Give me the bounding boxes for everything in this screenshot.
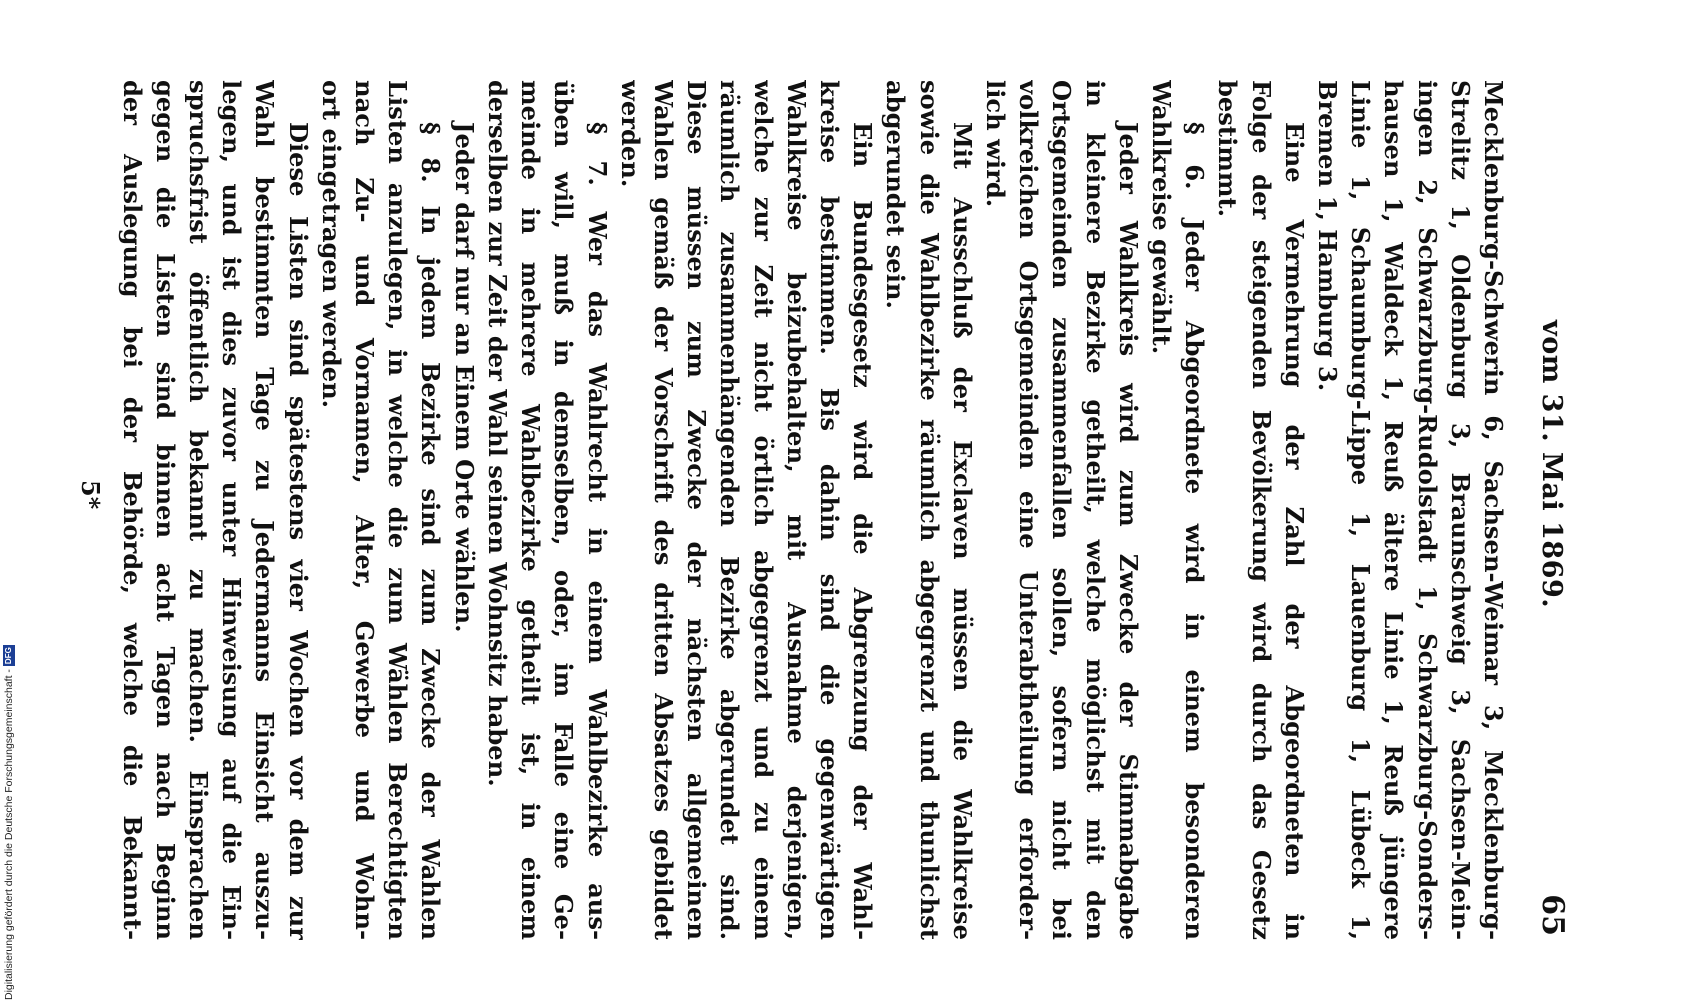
text-line: derselben zur Zeit der Wahl seinen Wohnsitz haben. (482, 80, 512, 787)
text-line: nach Zu- und Vornamen, Alter, Gewerbe und Wohn- (350, 80, 380, 940)
text-line: Wahl bestimmten Tage zu Jedermanns Einsicht auszu- (250, 80, 280, 940)
body-text (115, 80, 1510, 940)
text-line: spruchsfrist öffentlich bekannt zu machen. Einsprachen (184, 80, 214, 940)
text-line: Mecklenburg-Schwerin 6, Sachsen-Weimar 3, Mecklenburg- (1479, 80, 1508, 940)
text-line: § 8. In jedem Bezirke sind zum Zwecke der Wahlen (416, 122, 446, 940)
text-line: kreise bestimmen. Bis dahin sind die gegenwärtigen (814, 80, 844, 940)
credit-text: Digitalisierung gefördert durch die Deutsche Forschungsgemeinschaft - (3, 669, 15, 1000)
text-line: üben will, muß in demselben, oder, im Falle eine Ge- (549, 80, 579, 940)
text-line: abgerundet sein. (881, 80, 911, 309)
text-line: Diese Listen sind spätestens vier Wochen vor dem zur (283, 122, 313, 940)
text-line: § 7. Wer das Wahlrecht in einem Wahlbezirke aus- (582, 122, 612, 940)
text-line: Wahlkreise gewählt. (1146, 80, 1176, 355)
text-line: Jeder darf nur an Einem Orte wählen. (449, 122, 479, 633)
text-line: Ein Bundesgesetz wird die Abgrenzung der Wahl- (848, 122, 878, 940)
page-number: 65 (1535, 894, 1570, 936)
text-line: § 6. Jeder Abgeordnete wird in einem besonderen (1180, 122, 1210, 940)
text-line: Wahlen gemäß der Vorschrift des dritten Absatzes gebildet (648, 80, 678, 940)
text-line: legen, und ist dies zuvor unter Hinweisung auf die Ein- (217, 80, 247, 940)
text-line: Eine Vermehrung der Zahl der Abgeordneten in (1279, 122, 1309, 940)
digitization-credit (2, 645, 16, 1000)
text-line: Strelitz 1, Oldenburg 3, Braunschweig 3, Sachsen-Mein- (1445, 80, 1475, 940)
text-line: werden. (615, 80, 645, 188)
text-line: Ortsgemeinden zusammenfallen sollen, sofern nicht bei (1047, 80, 1077, 940)
text-line: bestimmt. (1213, 80, 1243, 218)
text-line: räumlich zusammenhängenden Bezirke abgerundet sind. (715, 80, 745, 940)
text-line: Folge der steigenden Bevölkerung wird durch das Gesetz (1246, 80, 1276, 940)
text-line: hausen 1, Waldeck 1, Reuß ältere Linie 1, Reuß jüngere (1379, 80, 1409, 940)
text-line: Jeder Wahlkreis wird zum Zwecke der Stimmabgabe (1113, 122, 1143, 940)
text-line: meinde in mehrere Wahlbezirke getheilt ist, in einem (516, 80, 546, 940)
text-line: ingen 2, Schwarzburg-Rudolstadt 1, Schwarzburg-Sonders- (1412, 80, 1442, 940)
text-line: Listen anzulegen, in welche die zum Wählen Berechtigten (383, 80, 413, 940)
text-line: volkreichen Ortsgemeinden eine Unterabtheilung erforder- (1014, 80, 1044, 940)
text-line: ort eingetragen werden. (316, 80, 346, 409)
text-line: welche zur Zeit nicht örtlich abgegrenzt und zu einem (748, 80, 778, 940)
text-line: Linie 1, Schaumburg-Lippe 1, Lauenburg 1, Lübeck 1, (1346, 80, 1376, 940)
text-line: in kleinere Bezirke getheilt, welche möglichst mit den (1080, 80, 1110, 940)
running-head: vom 31. Mai 1869. (1536, 320, 1567, 609)
text-line: der Auslegung bei der Behörde, welche die Bekannt- (117, 80, 147, 940)
signature-mark: 5* (76, 480, 106, 510)
text-line: Mit Ausschluß der Exclaven müssen die Wahlkreise (947, 122, 977, 940)
text-line: Wahlkreise beizubehalten, mit Ausnahme derjenigen, (781, 80, 811, 940)
page-header (1522, 80, 1570, 940)
text-line: sowie die Wahlbezirke räumlich abgegrenzt und thunlichst (914, 80, 944, 940)
text-line: gegen die Listen sind binnen acht Tagen nach Beginn (150, 80, 180, 940)
rotated-page-content (76, 80, 1570, 940)
text-line: lich wird. (980, 80, 1010, 208)
text-line: Diese müssen zum Zwecke der nächsten allgemeinen (682, 80, 712, 940)
text-line: Bremen 1, Hamburg 3. (1312, 80, 1342, 392)
dfg-logo: DFG (4, 647, 13, 665)
